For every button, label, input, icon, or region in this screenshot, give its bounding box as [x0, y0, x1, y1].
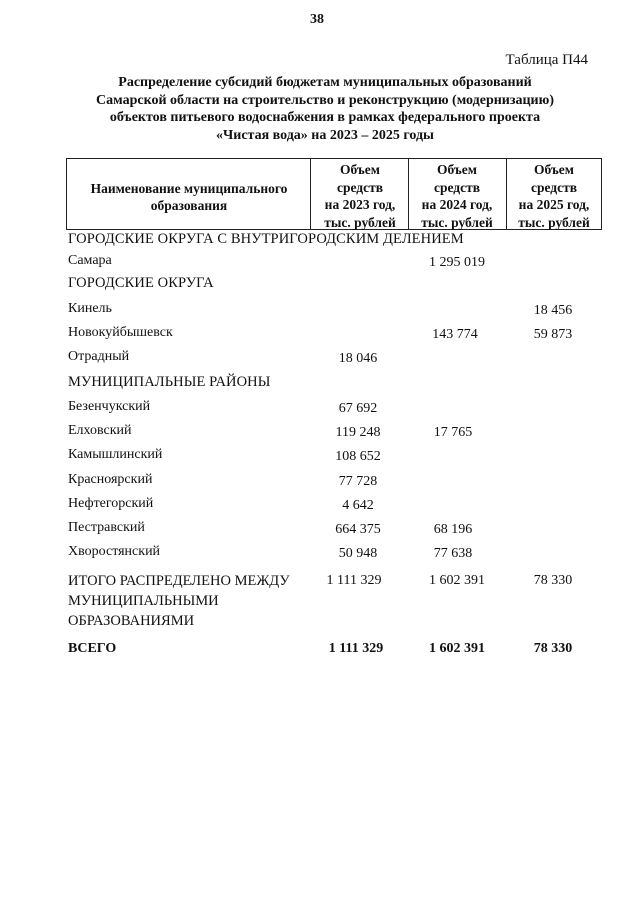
row-name-krasnoyarsky: Красноярский	[68, 472, 153, 487]
distributed-2023: 1 111 329	[326, 573, 382, 588]
value-2023-neftegorsky: 4 642	[342, 498, 374, 513]
row-name-otradny: Отрадный	[68, 349, 130, 364]
distributed-total-label	[68, 571, 290, 631]
value-2024-novokuybyshevsk: 143 774	[432, 327, 478, 342]
title-line: Распределение субсидий бюджетам муниципальных образований	[118, 75, 532, 90]
column-header-2024	[409, 161, 505, 231]
header-line: Объем	[437, 162, 477, 177]
value-2024-samara: 1 295 019	[429, 255, 485, 270]
row-name-elkhovsky: Елховский	[68, 423, 132, 438]
page-number: 38	[310, 12, 324, 27]
row-name-pestravsky: Пестравский	[68, 520, 145, 535]
value-2023-krasnoyarsky: 77 728	[338, 474, 378, 489]
section-heading-municipal: МУНИЦИПАЛЬНЫЕ РАЙОНЫ	[68, 374, 271, 390]
row-name-khvorostyansky: Хворостянский	[68, 544, 161, 559]
distributed-2025: 78 330	[533, 573, 573, 588]
title-line: Самарской области на строительство и реконструкцию (модернизацию)	[96, 92, 554, 108]
value-2023-otradny: 18 046	[338, 351, 378, 366]
value-2023-khvorostyansky: 50 948	[338, 546, 378, 561]
value-2023-pestravsky: 664 375	[335, 522, 381, 537]
header-line: тыс. рублей	[518, 214, 590, 230]
header-line: на 2025 год,	[518, 197, 590, 212]
header-line: средств	[433, 179, 481, 195]
label-line: ОБРАЗОВАНИЯМИ	[68, 613, 195, 629]
grand-total-2024: 1 602 391	[429, 641, 485, 656]
value-2025-novokuybyshevsk: 59 873	[533, 327, 573, 342]
grand-total-label: ВСЕГО	[68, 641, 117, 656]
table-label: Таблица П44	[505, 52, 588, 68]
header-line: средств	[336, 179, 384, 195]
column-header-2025	[506, 161, 602, 231]
section-heading-urban: ГОРОДСКИЕ ОКРУГА	[68, 275, 214, 291]
row-name-kamyshlinsky: Камышлинский	[68, 447, 163, 462]
header-line: Объем	[534, 162, 574, 177]
row-name-bezenchuksky: Безенчукский	[68, 399, 151, 414]
header-line: на 2024 год,	[421, 197, 493, 212]
title-line: «Чистая вода» на 2023 – 2025 годы	[215, 127, 434, 143]
value-2024-elkhovsky: 17 765	[433, 425, 473, 440]
section-heading-urban-inner: ГОРОДСКИЕ ОКРУГА С ВНУТРИГОРОДСКИМ ДЕЛЕНИЕМ	[68, 231, 464, 247]
value-2024-pestravsky: 68 196	[433, 522, 473, 537]
row-name-novokuybyshevsk: Новокуйбышевск	[68, 325, 173, 340]
column-header-name: Наименование муниципального образования	[90, 181, 288, 213]
row-name-neftegorsky: Нефтегорский	[68, 496, 154, 511]
header-line: средств	[530, 179, 578, 195]
label-line: ИТОГО РАСПРЕДЕЛЕНО МЕЖДУ	[68, 573, 290, 589]
row-name-samara: Самара	[68, 253, 112, 268]
distributed-2024: 1 602 391	[429, 573, 485, 588]
value-2024-khvorostyansky: 77 638	[433, 546, 473, 561]
value-2023-bezenchuksky: 67 692	[338, 401, 378, 416]
value-2025-kinel: 18 456	[533, 303, 573, 318]
header-line: Объем	[340, 162, 380, 177]
label-line: МУНИЦИПАЛЬНЫМИ	[68, 593, 219, 609]
row-name-kinel: Кинель	[68, 301, 112, 316]
value-2023-kamyshlinsky: 108 652	[335, 449, 381, 464]
value-2023-elkhovsky: 119 248	[335, 425, 381, 440]
grand-total-2023: 1 111 329	[328, 641, 384, 656]
column-header-2023	[312, 161, 408, 231]
header-line: на 2023 год,	[324, 197, 396, 212]
header-line: тыс. рублей	[324, 214, 396, 230]
grand-total-2025: 78 330	[533, 641, 573, 656]
header-line: тыс. рублей	[421, 214, 493, 230]
document-title	[60, 74, 590, 144]
title-line: объектов питьевого водоснабжения в рамках федерального проекта	[109, 110, 541, 125]
